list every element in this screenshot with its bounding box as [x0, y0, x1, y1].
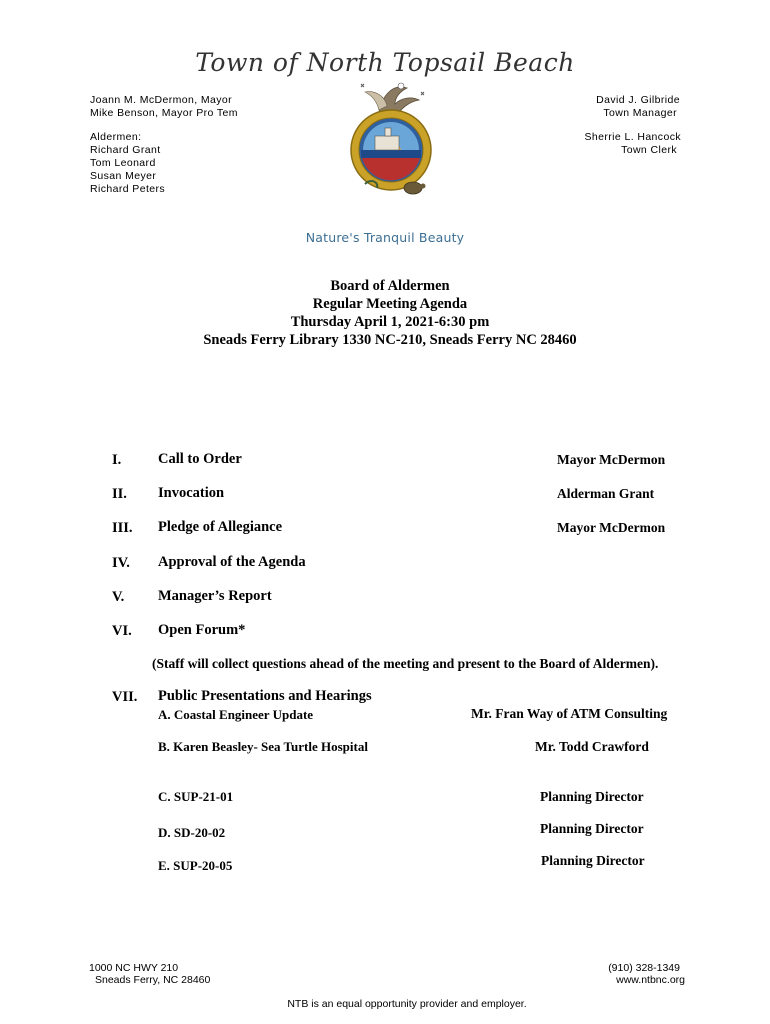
footer-phone: (910) 328-1349	[608, 962, 680, 974]
board-heading: Board of Aldermen	[330, 278, 450, 294]
footer-notice: NTB is an equal opportunity provider and employer.	[287, 998, 527, 1010]
agenda-item-number: V.	[112, 589, 125, 605]
agenda-item-title: Public Presentations and Hearings	[158, 688, 372, 704]
alderman-name: Richard Peters	[90, 183, 166, 195]
sub-item-presenter: Mr. Todd Crawford	[535, 739, 649, 754]
agenda-item-title: Approval of the Agenda	[158, 554, 306, 570]
footer-website: www.ntbnc.org	[616, 974, 685, 986]
tagline: Nature's Tranquil Beauty	[305, 230, 465, 245]
town-clerk-title: Town Clerk	[621, 144, 677, 156]
sub-item-presenter: Planning Director	[540, 789, 644, 804]
agenda-item-number: IV.	[112, 555, 130, 571]
agenda-item-title: Open Forum*	[158, 622, 246, 638]
mayor-pro-tem-name: Mike Benson, Mayor Pro Tem	[90, 107, 238, 119]
agenda-type-heading: Regular Meeting Agenda	[312, 296, 468, 312]
meeting-location: Sneads Ferry Library 1330 NC-210, Sneads Ferry NC 28460	[203, 332, 577, 348]
agenda-item-number: VI.	[112, 623, 132, 639]
town-title: Town of North Topsail Beach	[195, 48, 575, 77]
sub-item-presenter: Planning Director	[541, 853, 645, 868]
agenda-item-number: III.	[112, 520, 133, 536]
agenda-item-number: VII.	[112, 689, 138, 705]
agenda-item-title: Call to Order	[158, 451, 242, 467]
agenda-item-presenter: Alderman Grant	[557, 486, 655, 501]
meeting-datetime: Thursday April 1, 2021-6:30 pm	[290, 314, 490, 330]
footer-address-line1: 1000 NC HWY 210	[89, 962, 179, 974]
mayor-name: Joann M. McDermon, Mayor	[90, 94, 233, 106]
agenda-item-presenter: Mayor McDermon	[557, 520, 666, 535]
sub-item-label: D. SD-20-02	[158, 825, 226, 840]
sub-item-presenter: Mr. Fran Way of ATM Consulting	[471, 706, 668, 721]
sub-item-label: E. SUP-20-05	[158, 858, 233, 873]
footer-address-line2: Sneads Ferry, NC 28460	[95, 974, 211, 986]
town-seal-icon	[335, 74, 447, 206]
town-manager-title: Town Manager	[603, 107, 677, 119]
agenda-item-presenter: Mayor McDermon	[557, 452, 666, 467]
town-manager-name: David J. Gilbride	[596, 94, 680, 106]
sub-item-presenter: Planning Director	[540, 821, 644, 836]
sub-item-label: C. SUP-21-01	[158, 789, 234, 804]
agenda-item-title: Pledge of Allegiance	[158, 519, 283, 535]
open-forum-note: (Staff will collect questions ahead of the meeting and present to the Board of Aldermen).	[152, 656, 659, 671]
town-clerk-name: Sherrie L. Hancock	[584, 131, 681, 143]
sub-item-label: A. Coastal Engineer Update	[158, 707, 314, 722]
agenda-item-title: Invocation	[158, 485, 225, 501]
aldermen-label: Aldermen:	[90, 131, 142, 143]
alderman-name: Richard Grant	[90, 144, 161, 156]
agenda-item-number: I.	[112, 452, 122, 468]
sub-item-label: B. Karen Beasley- Sea Turtle Hospital	[158, 739, 368, 754]
agenda-item-title: Manager’s Report	[158, 588, 272, 604]
agenda-item-number: II.	[112, 486, 127, 502]
alderman-name: Tom Leonard	[90, 157, 156, 169]
town-seal-logo	[335, 74, 447, 206]
alderman-name: Susan Meyer	[90, 170, 157, 182]
